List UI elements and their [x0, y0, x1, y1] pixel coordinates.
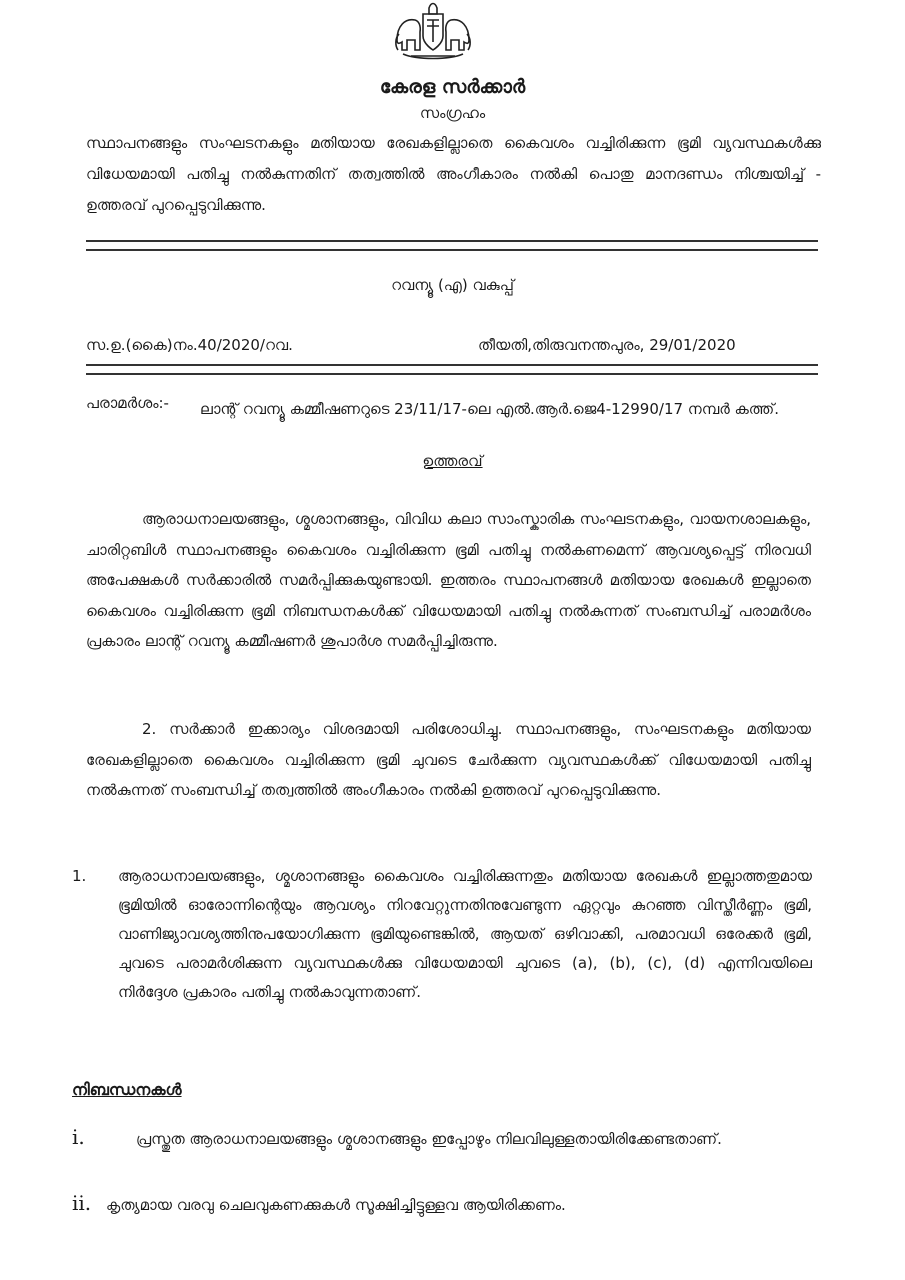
list-item-number: 1. — [72, 867, 87, 885]
page-title: കേരള സർക്കാർ — [379, 76, 526, 98]
order-summary: സ്ഥാപനങ്ങളും സംഘടനകളും മതിയായ രേഖകളില്ലാതെ കൈവശം വച്ചിരിക്കുന്ന ഭൂമി വ്യവസ്ഥകൾക്കു വിധേയമായി പതിച്ചു നൽകുന്നതിന് തത്വത്തിൽ അംഗീകാരം നൽകി പൊതു മാനദണ്ഡം നിശ്ചയിച്ച് - ഉത്തരവ് പുറപ്പെടുവിക്കുന്നു. — [86, 134, 821, 214]
list-item-1 — [72, 862, 812, 1007]
order-date: തീയതി,തിരുവനന്തപുരം, 29/01/2020 — [478, 336, 736, 354]
order-number: സ.ഉ.(കൈ)നം.40/2020/റവ. — [86, 336, 293, 354]
separator-rule — [86, 364, 818, 375]
kerala-state-emblem-icon — [393, 0, 473, 62]
reference-text: ലാന്റ് റവന്യൂ കമ്മീഷണറുടെ 23/11/17-ലെ എൽ.ആർ.ജെ4-12990/17 നമ്പർ കത്ത്. — [200, 400, 779, 418]
paragraph-1: ആരാധനാലയങ്ങളും, ശ്മശാനങ്ങളും, വിവിധ കലാ സാംസ്കാരിക സംഘടനകളും, വായനശാലകളും, ചാരിറ്റബിൾ സ്ഥാപനങ്ങളും കൈവശം വച്ചിരിക്കുന്ന ഭൂമി പതിച്ചു നൽകണമെന്ന് ആവശ്യപ്പെട്ട് നിരവധി അപേക്ഷകൾ സർക്കാരിൽ സമർപ്പിക്കുകയുണ്ടായി. ഇത്തരം സ്ഥാപനങ്ങൾ മതിയായ രേഖകൾ ഇല്ലാതെ കൈവശം വച്ചിരിക്കുന്ന ഭൂമി നിബന്ധനകൾക്ക് വിധേയമായി പതിച്ചു നൽകുന്നത് സംബന്ധിച്ച് പരാമർശം പ്രകാരം ലാന്റ് റവന്യൂ കമ്മീഷണർ ശുപാർശ സമർപ്പിച്ചിരുന്നു. — [86, 510, 811, 650]
department-name: റവന്യൂ (എ) വകുപ്പ് — [391, 276, 514, 294]
paragraph-2: 2. സർക്കാർ ഇക്കാര്യം വിശദമായി പരിശോധിച്ചു. സ്ഥാപനങ്ങളും, സംഘടനകളും മതിയായ രേഖകളില്ലാതെ കൈവശം വച്ചിരിക്കുന്ന ഭൂമി ചുവടെ ചേർക്കുന്ന വ്യവസ്ഥകൾക്ക് വിധേയമായി പതിച്ചു നൽകുന്നത് സംബന്ധിച്ച് തത്വത്തിൽ അംഗീകാരം നൽകി ഉത്തരവ് പുറപ്പെടുവിക്കുന്നു. — [86, 720, 811, 799]
order-heading: ഉത്തരവ് — [422, 452, 483, 470]
condition-item-2 — [72, 1190, 812, 1220]
condition-numeral: i. — [72, 1125, 85, 1149]
condition-text: കൃത്യമായ വരവു ചെലവുകണക്കുകൾ സൂക്ഷിച്ചിട്ടുള്ളവ ആയിരിക്കണം. — [106, 1196, 566, 1214]
condition-item-1 — [72, 1124, 812, 1154]
condition-text: പ്രസ്തുത ആരാധനാലയങ്ങളും ശ്മശാനങ്ങളും ഇപ്പോഴും നിലവിലുള്ളതായിരിക്കേണ്ടതാണ്. — [136, 1130, 722, 1148]
condition-numeral: ii. — [72, 1191, 92, 1215]
conditions-heading: നിബന്ധനകൾ — [72, 1080, 182, 1099]
reference-label: പരാമർശം:- — [86, 394, 169, 412]
page-subtitle: സംഗ്രഹം — [419, 104, 486, 122]
separator-rule — [86, 240, 818, 251]
list-item-text: ആരാധനാലയങ്ങളും, ശ്മശാനങ്ങളും കൈവശം വച്ചിരിക്കുന്നതും മതിയായ രേഖകൾ ഇല്ലാത്തതുമായ ഭൂമിയിൽ ഓരോന്നിന്റെയും ആവശ്യം നിറവേറ്റുന്നതിനുവേണ്ടുന്ന ഏറ്റവും കുറഞ്ഞ വിസ്തീർണ്ണം ഭൂമി, വാണിജ്യാവശ്യത്തിനുപയോഗിക്കുന്ന ഭൂമിയുണ്ടെങ്കിൽ, ആയത് ഒഴിവാക്കി, പരമാവധി ഒരേക്കർ ഭൂമി, ചുവടെ പരാമർശിക്കുന്ന വ്യവസ്ഥകൾക്കു വിധേയമായി ചുവടെ (a), (b), (c), (d) എന്നിവയിലെ നിർദ്ദേശ പ്രകാരം പതിച്ചു നൽകാവുന്നതാണ്. — [118, 867, 812, 1001]
